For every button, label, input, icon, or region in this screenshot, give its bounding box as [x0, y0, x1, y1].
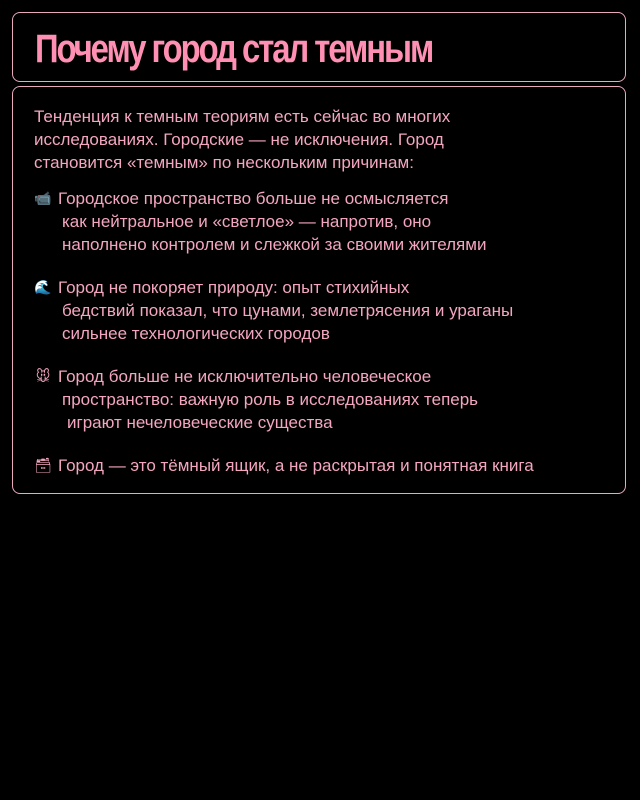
- reason-text: Город больше не исключительно человеческое: [58, 367, 432, 386]
- page-title: Почему город стал темным: [35, 27, 433, 71]
- reason-text: наполнено контролем и слежкой за своими жителями: [62, 235, 487, 254]
- reason-text: Городское пространство больше не осмысляется: [58, 189, 449, 208]
- reason-text: как нейтральное и «светлое» — напротив, оно: [62, 212, 432, 231]
- reason-item-surveillance: [34, 187, 534, 256]
- content-panel: [12, 86, 626, 494]
- intro-line: исследованиях. Городские — не исключения. Город: [34, 130, 444, 149]
- reason-item-black-box: [34, 454, 534, 477]
- reason-text: играют нечеловеческие существа: [67, 413, 333, 432]
- intro-paragraph: [34, 105, 450, 174]
- mouse-face-icon: 🐭: [35, 368, 51, 384]
- reason-text: сильнее технологических городов: [62, 324, 330, 343]
- reason-text: пространство: важную роль в исследованиях теперь: [62, 390, 479, 409]
- reason-item-nonhuman: [34, 365, 534, 434]
- reason-text: бедствий показал, что цунами, землетрясения и ураганы: [62, 301, 514, 320]
- cctv-camera-icon: 📹: [34, 190, 52, 206]
- wave-icon: 🌊: [34, 279, 52, 295]
- intro-line: становится «темным» по нескольким причинам:: [34, 153, 414, 172]
- reason-text: Город — это тёмный ящик, а не раскрытая и понятная книга: [58, 456, 534, 475]
- reason-item-nature: [34, 276, 534, 345]
- reasons-list: [34, 187, 534, 497]
- black-box-icon: 🗃: [34, 457, 52, 473]
- reason-text: Город не покоряет природу: опыт стихийных: [58, 278, 410, 297]
- intro-line: Тенденция к темным теориям есть сейчас во многих: [34, 107, 451, 126]
- title-panel: [12, 12, 626, 82]
